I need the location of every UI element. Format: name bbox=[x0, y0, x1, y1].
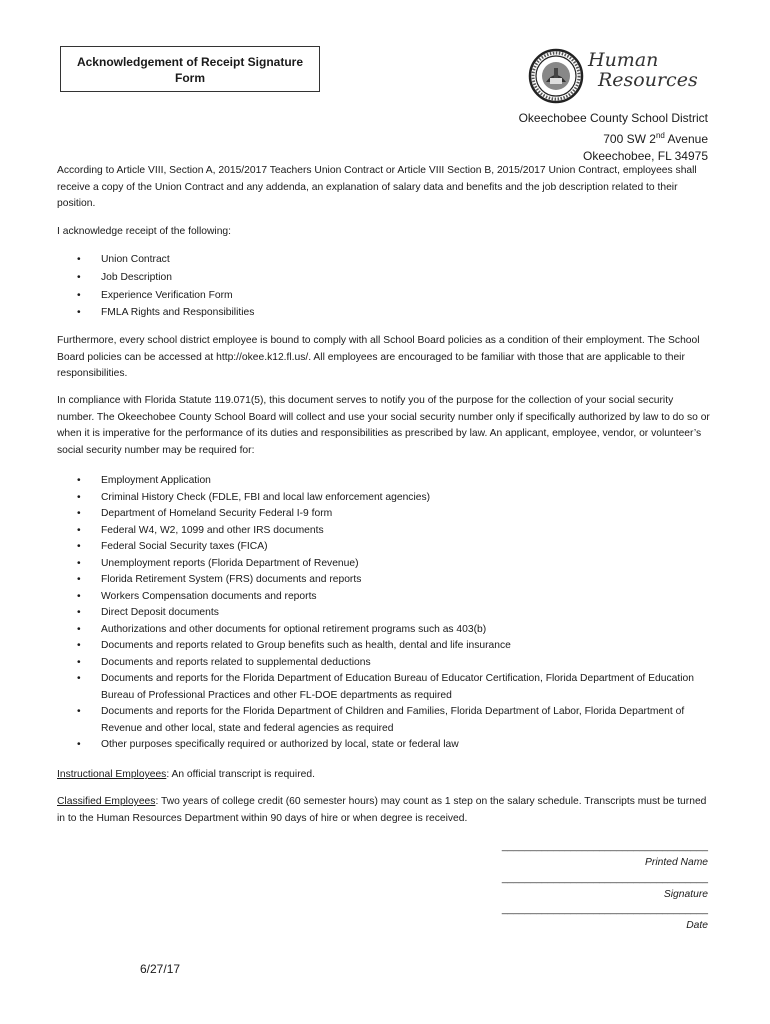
list-item: • Employment Application bbox=[75, 473, 715, 490]
list-item: • Unemployment reports (Florida Department of Revenue) bbox=[75, 556, 715, 573]
street-name: Avenue bbox=[664, 132, 708, 146]
human-resources-logo bbox=[588, 50, 698, 90]
union-contract-paragraph: According to Article VIII, Section A, 2015/2017 Teachers Union Contract or Article VIII Section B, 2015/2017 Union Contract, employees shall receive a copy of the Union Contract and any addenda, an explanation of salary data and benefits and the job description related to their position. bbox=[57, 165, 697, 209]
street-ordinal: nd bbox=[655, 131, 665, 140]
list-item: • Department of Homeland Security Federal I-9 form bbox=[75, 506, 715, 523]
list-item: • Documents and reports related to Group benefits such as health, dental and life insurance bbox=[75, 638, 715, 655]
form-title-line1: Acknowledgement of Receipt Signature bbox=[76, 55, 304, 69]
ssn-notice-paragraph: In compliance with Florida Statute 119.071(5), this document serves to notify you of the purpose for the collection of your social security number. The Okeechobee County School Board will collect and use your social security number only if specifically authorized by law to do so or when it is imperative for the performance of its duties and responsibilities as prescribed by law. An applicant, employee, vendor, or volunteer’s social security number may be required for: bbox=[57, 395, 710, 456]
list-item: • Authorizations and other documents for optional retirement programs such as 403(b) bbox=[75, 622, 715, 639]
logo-line2: Resources bbox=[598, 69, 698, 91]
list-item: • Workers Compensation documents and reports bbox=[75, 589, 715, 606]
signature-label: Signature bbox=[663, 889, 708, 900]
district-address bbox=[519, 110, 708, 165]
board-policies-paragraph: Furthermore, every school district employee is bound to comply with all School Board policies as a condition of their employment. The School Board policies can be accessed at http://okee.k12.fl.us/. All employees are encouraged to be familiar with those that are applicable to their responsibilities. bbox=[57, 335, 700, 379]
list-item: • Documents and reports for the Florida Department of Children and Families, Florida Department of Labor, Florida Department of Revenue and other local, state and federal agencies as required bbox=[75, 704, 715, 737]
date-label: Date bbox=[686, 920, 708, 931]
list-item: • Experience Verification Form bbox=[75, 287, 254, 305]
classified-employees-note bbox=[57, 794, 711, 827]
school-board-seal-icon bbox=[528, 48, 584, 104]
acknowledge-intro: I acknowledge receipt of the following: bbox=[57, 226, 232, 237]
district-name: Okeechobee County School District bbox=[518, 111, 708, 125]
instructional-text: : An official transcript is required. bbox=[166, 769, 315, 780]
logo-line1: Human bbox=[588, 49, 659, 71]
list-item: • Criminal History Check (FDLE, FBI and local law enforcement agencies) bbox=[75, 490, 715, 507]
printed-name-line[interactable]: ____________________________________ bbox=[501, 841, 708, 852]
list-item: • Documents and reports for the Florida Department of Education Bureau of Educator Certification, Florida Department of Education Bureau of Professional Practices and other FL-DOE departments as required bbox=[75, 671, 715, 704]
printed-name-field[interactable] bbox=[502, 839, 708, 871]
list-item: • Florida Retirement System (FRS) documents and reports bbox=[75, 572, 715, 589]
list-item: • Federal W4, W2, 1099 and other IRS documents bbox=[75, 523, 715, 540]
list-item: • Documents and reports related to supplemental deductions bbox=[75, 655, 715, 672]
city-state-zip: Okeechobee, FL 34975 bbox=[583, 149, 708, 163]
street-number: 700 SW 2 bbox=[603, 132, 656, 146]
signature-line[interactable]: ____________________________________ bbox=[501, 873, 708, 884]
instructional-label: Instructional Employees bbox=[57, 769, 167, 780]
ssn-uses-list bbox=[75, 473, 715, 754]
date-line[interactable]: ____________________________________ bbox=[501, 904, 708, 915]
street-address bbox=[519, 127, 708, 148]
list-item: • Direct Deposit documents bbox=[75, 605, 715, 622]
date-field[interactable] bbox=[502, 902, 708, 934]
printed-name-label: Printed Name bbox=[645, 857, 708, 868]
list-item: • FMLA Rights and Responsibilities bbox=[75, 304, 254, 322]
instructional-employees-note bbox=[57, 767, 711, 784]
receipt-list bbox=[75, 251, 254, 322]
list-item: • Union Contract bbox=[75, 251, 254, 269]
list-item: • Federal Social Security taxes (FICA) bbox=[75, 539, 715, 556]
classified-label: Classified Employees bbox=[57, 796, 156, 807]
form-title-box bbox=[60, 46, 320, 92]
form-title-line2: Form bbox=[175, 71, 205, 85]
list-item: • Other purposes specifically required or authorized by local, state or federal law bbox=[75, 737, 715, 754]
revision-date: 6/27/17 bbox=[140, 962, 181, 976]
list-item: • Job Description bbox=[75, 269, 254, 287]
classified-text: : Two years of college credit (60 semester hours) may count as 1 step on the salary schedule. Transcripts must be turned in to the Human Resources Department within 90 days of hire or when degree is received. bbox=[57, 796, 707, 824]
signature-field[interactable] bbox=[502, 871, 708, 903]
